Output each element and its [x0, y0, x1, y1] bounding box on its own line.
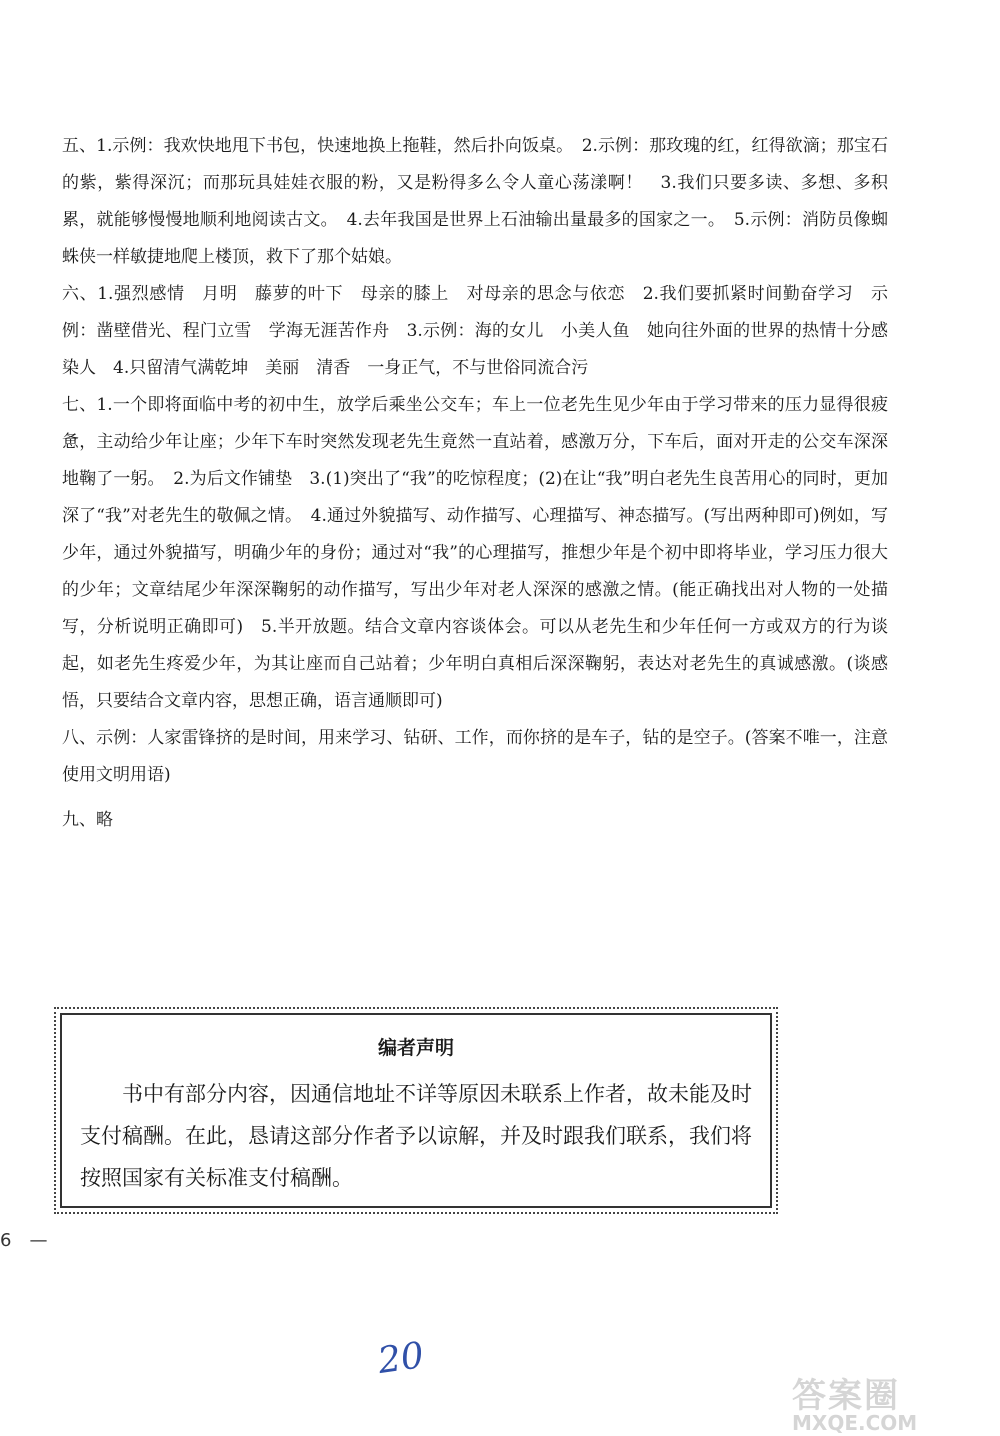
site-watermark [792, 1368, 992, 1435]
watermark-logo: 答案圈 [792, 1376, 900, 1416]
editor-notice-box [60, 1013, 772, 1208]
handwritten-mark: 20 [375, 1335, 427, 1382]
notice-title: 编者声明 [377, 1037, 454, 1059]
answer-section-eight: 八、示例：人家雷锋挤的是时间，用来学习、钻研、工作，而你挤的是车子，钻的是空子。(答案不唯一，注意使用文明用语) [62, 728, 888, 785]
answer-section-seven: 七、1.一个即将面临中考的初中生，放学后乘坐公交车；车上一位老先生见少年由于学习带来的压力显得很疲惫，主动给少年让座；少年下车时突然发现老先生竟然一直站着，感激万分，下车后，面对开走的公交车深深地鞠了一躬。 2.为后文作铺垫 3.(1)突出了“我”的吃惊程度；(2)在让“我”明白老先生良苦用心的同时，更加深了“我”对老先生的敬佩之情。 4.通过外貌描写、动作描写、心理描写、神态描写。(写出两种即可)例如，写少年，通过外貌描写，明确少年的身份；通过对“我”的心理描写，推想少年是个初中即将毕业，学习压力很大的少年；文章结尾少年深深鞠躬的动作描写，写出少年对老人深深的感激之情。(能正确找出对人物的一处描写，分析说明正确即可) 5.半开放题。结合文章内容谈体会。可以从老先生和少年任何一方或双方的行为谈起，如老先生疼爱少年，为其让座而自己站着；少年明白真相后深深鞠躬，表达对老先生的真诚感激。(谈感悟，只要结合文章内容，思想正确，语言通顺即可) [62, 395, 888, 711]
answer-section-six: 六、1.强烈感情 月明 藤萝的叶下 母亲的膝上 对母亲的思念与依恋 2.我们要抓紧时间勤奋学习 示例：凿壁借光、程门立雪 学海无涯苦作舟 3.示例：海的女儿 小美人鱼 她向往外面的世界的热情十分感染人 4.只留清气满乾坤 美丽 清香 一身正气，不与世俗同流合污 [62, 284, 888, 378]
answer-list [62, 128, 888, 839]
watermark-url: MXQE.COM [792, 1411, 918, 1435]
notice-body: 书中有部分内容，因通信地址不详等原因未联系上作者，故未能及时支付稿酬。在此，恳请这部分作者予以谅解，并及时跟我们联系，我们将按照国家有关标准支付稿酬。 [80, 1082, 752, 1190]
page-number: 6 — [0, 1230, 48, 1251]
answer-section-five: 五、1.示例：我欢快地甩下书包，快速地换上拖鞋，然后扑向饭桌。 2.示例：那玫瑰的红，红得欲滴；那宝石的紫，紫得深沉；而那玩具娃娃衣服的粉，又是粉得多么令人童心荡漾啊！ 3.我们只要多读、多想、多积累，就能够慢慢地顺利地阅读古文。 4.去年我国是世界上石油输出量最多的国家之一。 5.示例：消防员像蜘蛛侠一样敏捷地爬上楼顶，救下了那个姑娘。 [62, 136, 888, 267]
answer-section-nine: 九、略 [62, 810, 113, 830]
